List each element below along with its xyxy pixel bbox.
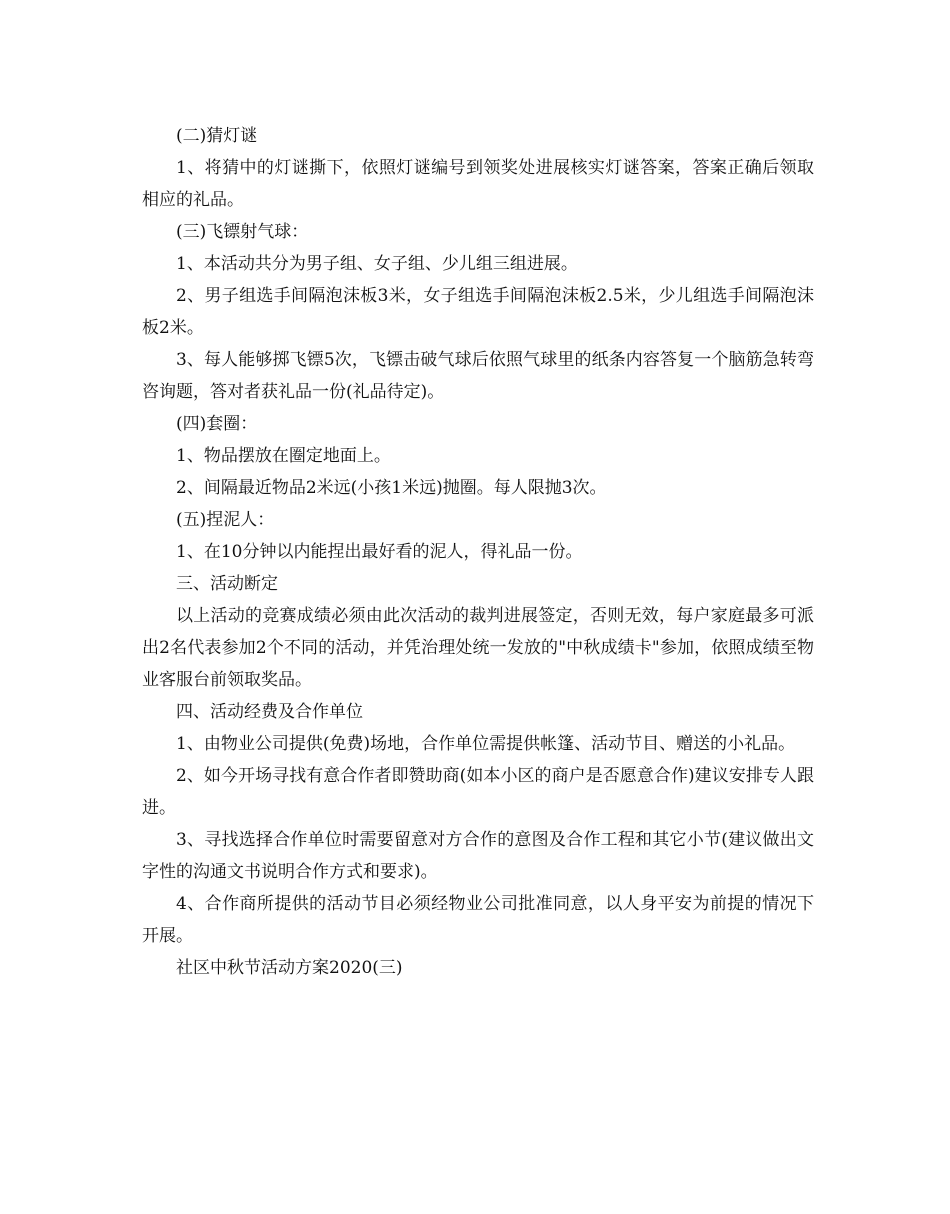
section-heading-clay-figures: (五)捏泥人： [176,510,275,530]
paragraph: 3、每人能够掷飞镖5次，飞镖击破气球后依照气球里的纸条内容答复一个脑筋急转弯咨询题，答对者获礼品一份(礼品待定)。 [142,350,814,402]
paragraph: 以上活动的竞赛成绩必须由此次活动的裁判进展签定，否则无效，每户家庭最多可派出2名代表参加2个不同的活动，并凭治理处统一发放的"中秋成绩卡"参加，依照成绩至物业客服台前领取奖品。 [142,606,814,690]
paragraph: 1、在10分钟以内能捏出最好看的泥人，得礼品一份。 [176,542,583,562]
document-body [142,120,814,984]
section-heading-judging: 三、活动断定 [176,574,278,594]
paragraph: 1、将猜中的灯谜撕下，依照灯谜编号到领奖处进展核实灯谜答案，答案正确后领取相应的礼品。 [142,158,814,210]
paragraph: 2、男子组选手间隔泡沫板3米，女子组选手间隔泡沫板2.5米，少儿组选手间隔泡沫板2米。 [142,286,814,338]
paragraph: 2、间隔最近物品2米远(小孩1米远)抛圈。每人限抛3次。 [176,478,607,498]
section-heading-funding-partners: 四、活动经费及合作单位 [176,702,363,722]
section-heading-darts: (三)飞镖射气球： [176,222,309,242]
section-heading-guess-riddles: (二)猜灯谜 [176,126,258,146]
paragraph: 1、本活动共分为男子组、女子组、少儿组三组进展。 [176,254,578,274]
paragraph: 1、物品摆放在圈定地面上。 [176,446,391,466]
document-section-title: 社区中秋节活动方案2020(三) [176,958,403,978]
paragraph: 2、如今开场寻找有意合作者即赞助商(如本小区的商户是否愿意合作)建议安排专人跟进。 [142,766,814,818]
paragraph: 1、由物业公司提供(免费)场地，合作单位需提供帐篷、活动节目、赠送的小礼品。 [176,734,796,754]
paragraph: 3、寻找选择合作单位时需要留意对方合作的意图及合作工程和其它小节(建议做出文字性的沟通文书说明合作方式和要求)。 [142,830,814,882]
paragraph: 4、合作商所提供的活动节目必须经物业公司批准同意，以人身平安为前提的情况下开展。 [142,894,814,946]
section-heading-ring-toss: (四)套圈： [176,414,258,434]
